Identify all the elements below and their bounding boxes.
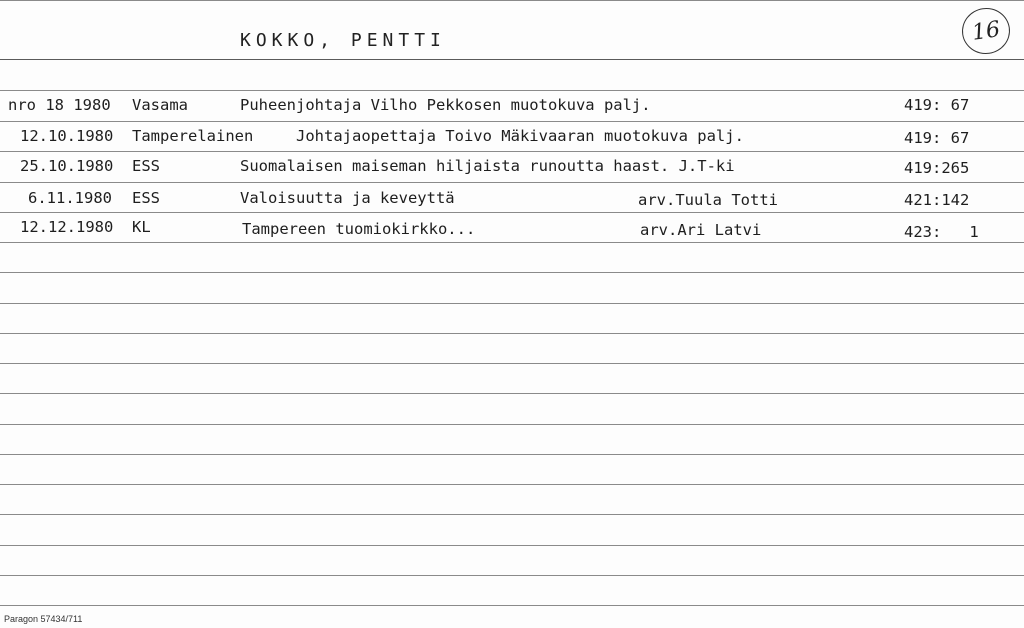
entry-publication: KL (132, 218, 151, 236)
entry-reference: 423: 1 (904, 223, 979, 241)
print-code: Paragon 57434/711 (4, 614, 83, 624)
card-number-circle: 16 (959, 5, 1013, 57)
line-rule (0, 454, 1024, 455)
header-rule (0, 59, 1024, 60)
entry-title: Puheenjohtaja Vilho Pekkosen muotokuva palj. (240, 96, 651, 114)
line-rule (0, 303, 1024, 304)
entry-publication: ESS (132, 189, 160, 207)
line-rule (0, 514, 1024, 515)
top-edge-rule (0, 0, 1024, 1)
entry-date: nro 18 1980 (8, 96, 111, 114)
line-rule (0, 393, 1024, 394)
entry-date: 12.10.1980 (20, 127, 114, 145)
line-rule (0, 182, 1024, 183)
entry-date: 25.10.1980 (20, 157, 114, 175)
line-rule (0, 121, 1024, 122)
line-rule (0, 151, 1024, 152)
entry-title: Suomalaisen maiseman hiljaista runoutta haast. J.T-ki (240, 157, 735, 175)
line-rule (0, 212, 1024, 213)
entry-title: Valoisuutta ja keveyttä (240, 189, 455, 207)
entry-reference: 419:265 (904, 159, 970, 177)
line-rule (0, 242, 1024, 243)
entry-publication: Vasama (132, 96, 188, 114)
entry-title: Johtajaopettaja Toivo Mäkivaaran muotokuva palj. (296, 127, 744, 145)
entry-reference: 421:142 (904, 191, 970, 209)
entry-date: 12.12.1980 (20, 218, 114, 236)
entry-reviewer: arv.Ari Latvi (640, 221, 762, 239)
line-rule (0, 424, 1024, 425)
line-rule (0, 545, 1024, 546)
entry-date: 6.11.1980 (28, 189, 112, 207)
line-rule (0, 484, 1024, 485)
entry-title: Tampereen tuomiokirkko... (242, 220, 476, 238)
entry-publication: ESS (132, 157, 160, 175)
line-rule (0, 363, 1024, 364)
line-rule (0, 333, 1024, 334)
line-rule (0, 90, 1024, 91)
line-rule (0, 575, 1024, 576)
line-rule (0, 605, 1024, 606)
entry-reference: 419: 67 (904, 129, 970, 147)
entry-publication: Tamperelainen (132, 127, 254, 145)
line-rule (0, 272, 1024, 273)
entry-reviewer: arv.Tuula Totti (638, 191, 778, 209)
person-name-heading: KOKKO, PENTTI (240, 30, 446, 51)
entry-reference: 419: 67 (904, 96, 970, 114)
